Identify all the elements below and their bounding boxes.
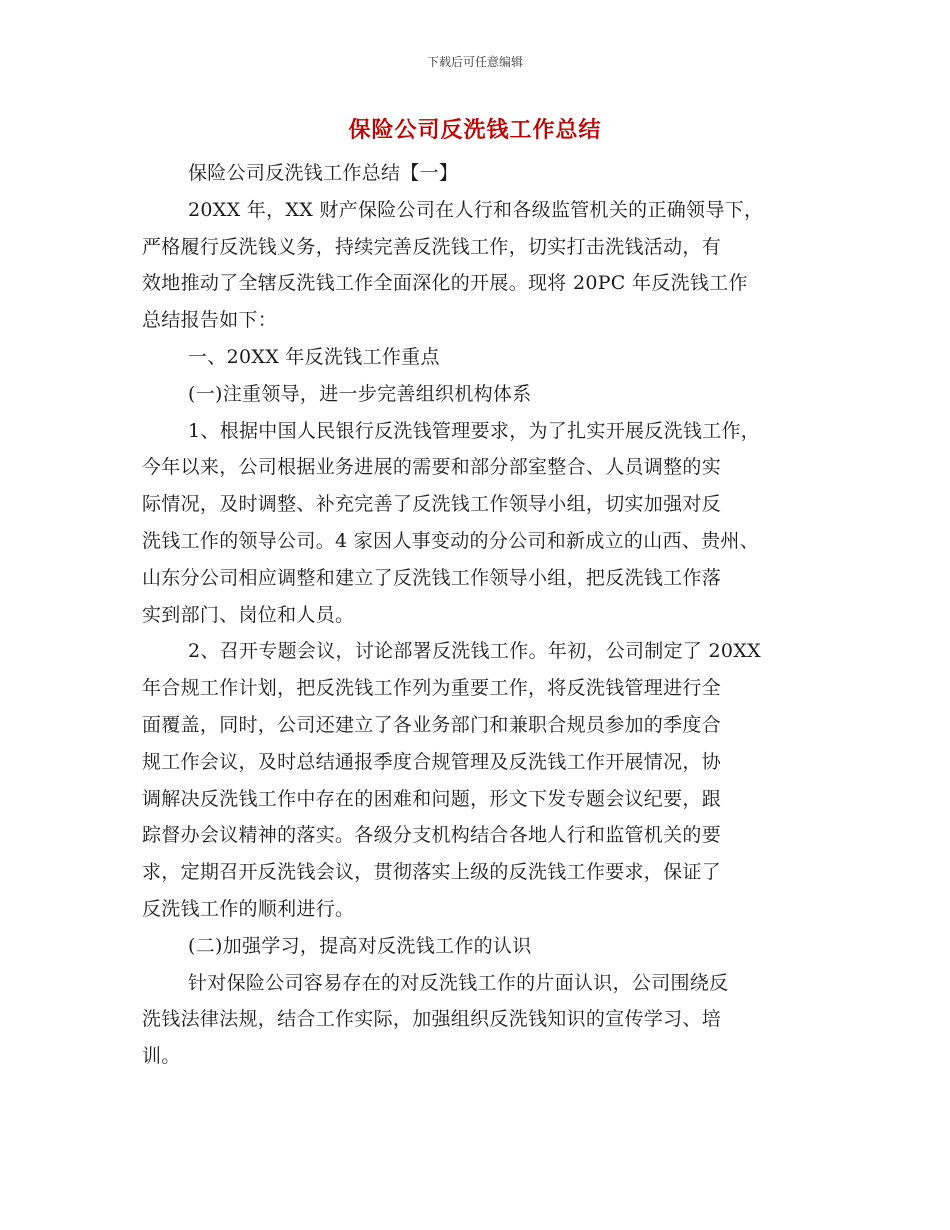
body-line: 洗钱工作的领导公司。4 家因人事变动的分公司和新成立的山西、贵州、 xyxy=(142,529,760,552)
body-line: 针对保险公司容易存在的对反洗钱工作的片面认识，公司围绕反 xyxy=(188,971,729,994)
body-line: 实到部门、岗位和人员。 xyxy=(142,603,355,626)
body-line: 今年以来，公司根据业务进展的需要和部分部室整合、人员调整的实 xyxy=(142,456,722,479)
body-line: 20XX 年，XX 财产保险公司在人行和各级监管机关的正确领导下， xyxy=(188,198,764,221)
body-line: 一、20XX 年反洗钱工作重点 xyxy=(188,345,440,368)
body-line: 总结报告如下： xyxy=(142,309,278,332)
body-line: (二)加强学习，提高对反洗钱工作的认识 xyxy=(188,934,532,957)
body-line: 规工作会议，及时总结通报季度合规管理及反洗钱工作开展情况，协 xyxy=(142,750,722,773)
body-line: 踪督办会议精神的落实。各级分支机构结合各地人行和监管机关的要 xyxy=(142,824,722,847)
body-line: 反洗钱工作的顺利进行。 xyxy=(142,897,355,920)
body-line: 训。 xyxy=(142,1045,181,1068)
body-line: 际情况，及时调整、补充完善了反洗钱工作领导小组，切实加强对反 xyxy=(142,493,722,516)
body-line: 调解决反洗钱工作中存在的困难和问题，形文下发专题会议纪要，跟 xyxy=(142,787,722,810)
body-line: 保险公司反洗钱工作总结【一】 xyxy=(188,162,459,184)
document-title: 保险公司反洗钱工作总结 xyxy=(348,118,602,143)
body-line: 面覆盖，同时，公司还建立了各业务部门和兼职合规员参加的季度合 xyxy=(142,713,722,736)
body-line: 效地推动了全辖反洗钱工作全面深化的开展。现将 20PC 年反洗钱工作 xyxy=(142,272,748,295)
body-line: 求，定期召开反洗钱会议，贯彻落实上级的反洗钱工作要求，保证了 xyxy=(142,861,722,884)
body-line: 2、召开专题会议，讨论部署反洗钱工作。年初，公司制定了 20XX xyxy=(188,640,761,663)
body-line: 1、根据中国人民银行反洗钱管理要求，为了扎实开展反洗钱工作， xyxy=(188,419,761,442)
body-line: 山东分公司相应调整和建立了反洗钱工作领导小组，把反洗钱工作落 xyxy=(142,566,722,589)
body-line: (一)注重领导，进一步完善组织机构体系 xyxy=(188,382,532,405)
header-note: 下载后可任意编辑 xyxy=(426,55,523,69)
body-line: 年合规工作计划，把反洗钱工作列为重要工作，将反洗钱管理进行全 xyxy=(142,677,722,700)
body-line: 严格履行反洗钱义务，持续完善反洗钱工作，切实打击洗钱活动，有 xyxy=(142,235,722,258)
document-body xyxy=(142,155,807,1075)
body-line: 洗钱法律法规，结合工作实际，加强组织反洗钱知识的宣传学习、培 xyxy=(142,1008,722,1031)
